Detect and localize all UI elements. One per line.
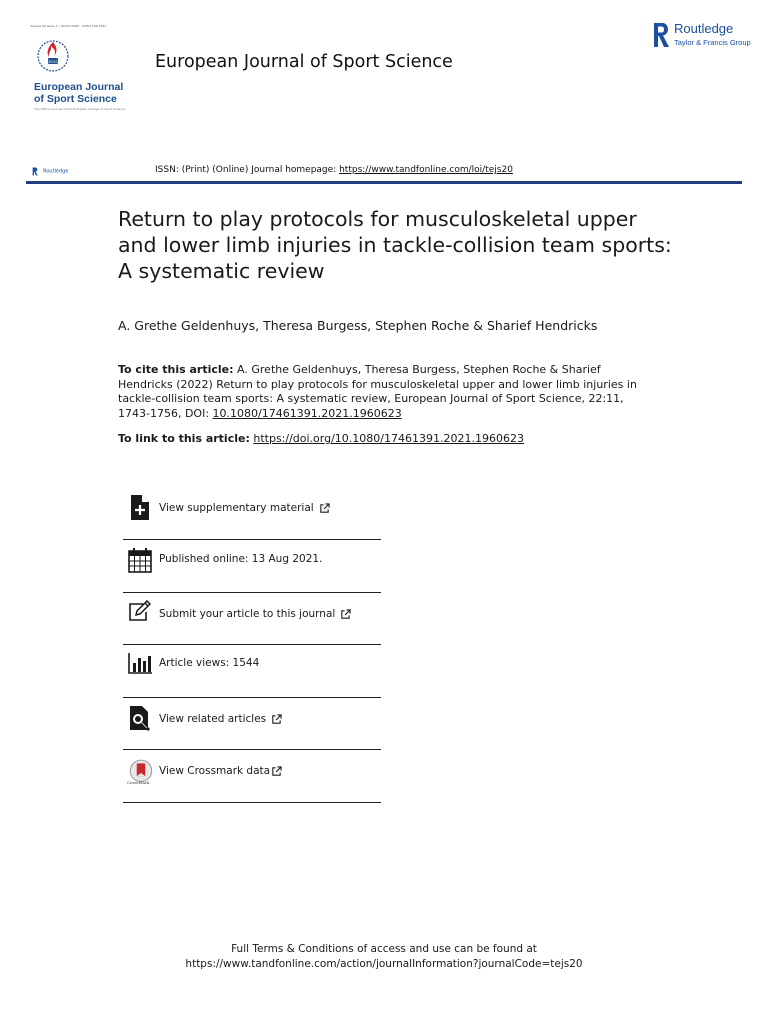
bar-chart-icon [127, 651, 153, 679]
publisher-name: Routledge [674, 21, 734, 36]
journal-name: European Journal of Sport Science [155, 52, 453, 72]
article-views-text: Article views: 1544 [159, 657, 260, 669]
supplementary-label: View supplementary material [159, 502, 314, 514]
cite-label: To cite this article: [118, 363, 234, 376]
crossmark-label: View Crossmark data [159, 765, 271, 777]
supplementary-material-link[interactable] [159, 502, 330, 514]
file-plus-icon [127, 494, 153, 522]
article-doi-link[interactable]: https://doi.org/10.1080/17461391.2021.1960623 [253, 432, 524, 445]
article-title: Return to play protocols for musculoskeletal upper and lower limb injuries in tackle-collision team sports: A systematic review [118, 207, 672, 283]
external-link-icon [271, 766, 282, 777]
issn-label: ISSN: (Print) (Online) Journal homepage: [155, 165, 337, 175]
action-separator [123, 749, 381, 750]
crossmark-caption: CrossMark [127, 780, 150, 785]
action-separator [123, 644, 381, 645]
journal-logo [30, 24, 140, 116]
article-authors: A. Grethe Geldenhuys, Theresa Burgess, Stephen Roche & Sharief Hendricks [118, 318, 598, 333]
search-document-icon [127, 705, 153, 733]
published-online-text: Published online: 13 Aug 2021. [159, 553, 323, 565]
submit-article-label: Submit your article to this journal [159, 608, 336, 620]
journal-homepage-link[interactable]: https://www.tandfonline.com/loi/tejs20 [339, 165, 513, 175]
cite-doi-link[interactable]: 10.1080/17461391.2021.1960623 [212, 406, 402, 420]
footer-line1: Full Terms & Conditions of access and use can be found at [231, 943, 537, 955]
external-link-icon [319, 503, 330, 514]
related-articles-label: View related articles [159, 713, 267, 725]
header-divider [26, 181, 742, 184]
calendar-icon [127, 546, 153, 574]
edit-icon [127, 600, 153, 628]
logo-tiny-text: Volume 00 Issue 1 • Month 0000 · ISSN 1746-1391 [30, 24, 107, 28]
logo-title-line1: European Journal [34, 81, 124, 93]
mini-routledge-logo [32, 161, 68, 180]
published-online-item [123, 546, 381, 598]
citation-block [118, 363, 658, 421]
action-separator [123, 592, 381, 593]
external-link-icon [271, 714, 282, 725]
article-views-item [123, 651, 381, 703]
footer-terms-link[interactable]: https://www.tandfonline.com/action/journalInformation?journalCode=tejs20 [185, 958, 583, 970]
action-separator [123, 539, 381, 540]
flame-emblem-icon [36, 36, 70, 76]
related-articles-link[interactable] [159, 713, 282, 725]
logo-sub-text: The Official Journal of the European College of Sport Science [34, 107, 125, 111]
publisher-group: Taylor & Francis Group [674, 38, 751, 47]
crossmark-link[interactable] [159, 765, 282, 777]
article-link-block [118, 432, 658, 445]
mini-routledge-text: Routledge [43, 168, 69, 175]
link-label: To link to this article: [118, 432, 250, 445]
terms-footer [0, 942, 768, 972]
submit-article-link[interactable] [159, 608, 351, 620]
action-separator [123, 697, 381, 698]
logo-title [34, 81, 123, 105]
cite-text: A. Grethe Geldenhuys, Theresa Burgess, Stephen Roche & Sharief Hendricks (2022) Return to play protocols for musculoskeletal upper and lower limb injuries in tackle-collision team sports: A systematic review, European Journal of Sport Science, 22:11, 1743-1756, DOI: [118, 363, 637, 420]
logo-title-line2: of Sport Science [34, 93, 117, 105]
routledge-r-icon [652, 22, 670, 48]
issn-line [155, 165, 513, 175]
action-separator [123, 802, 381, 803]
routledge-logo [652, 20, 752, 52]
external-link-icon [340, 609, 351, 620]
routledge-r-mini-icon [32, 167, 38, 176]
svg-text:ECSS: ECSS [48, 60, 58, 64]
